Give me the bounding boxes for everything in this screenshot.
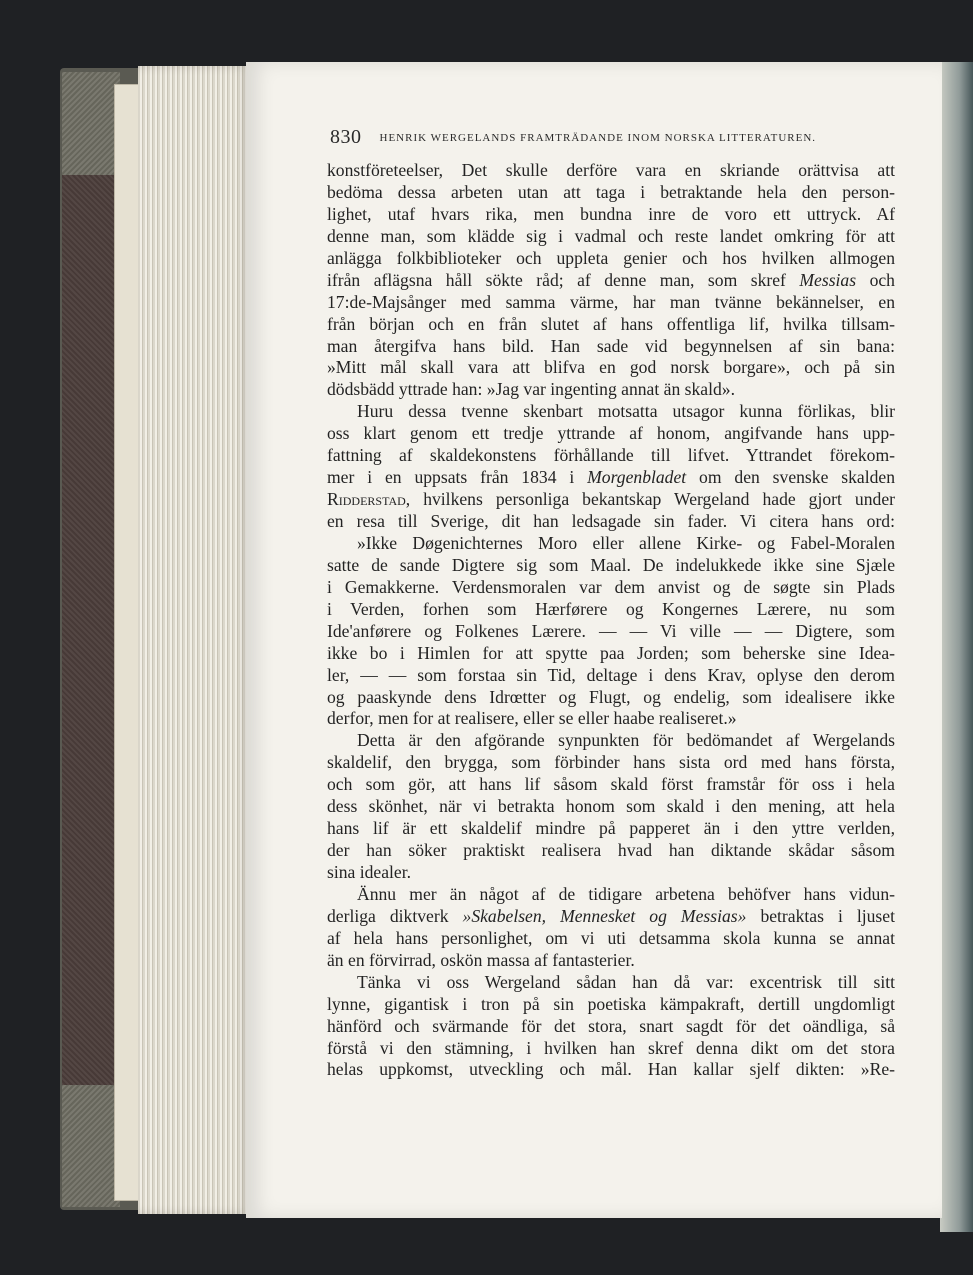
text-fragment: derliga diktverk [327, 905, 449, 926]
text-fragment: om den svenske skalden [699, 467, 895, 488]
quote-line: satte de sande Digtere sig som Maal. De indelukkede ikke sine Sjæle [327, 554, 895, 575]
text-line: denne man, som klädde sig i vadmal och reste landet omkring för att [327, 225, 895, 246]
text-fragment: betraktas i ljuset [760, 905, 895, 926]
page-edges [138, 66, 250, 1214]
text-line: fattning af skaldekonstens förhållande till lifvet. Yttrandet förekom- [327, 445, 895, 466]
text-line: hänförd och svärmande för det stora, snart sagdt för det oändliga, så [327, 1015, 895, 1036]
body-text [327, 160, 895, 1081]
text-line: från början och en från slutet af hans offentliga lif, hvilka tillsam- [327, 313, 895, 334]
text-fragment: och [869, 269, 895, 290]
small-caps-name: Ridderstad, [327, 489, 411, 510]
italic-title: Messias [799, 269, 857, 290]
text-line: bedöma dessa arbeten utan att taga i betraktande hela den person- [327, 181, 895, 202]
text-line: Tänka vi oss Wergeland sådan han då var: excentrisk till sitt [357, 971, 895, 992]
quote-line: i Gemakkerne. Verdensmoralen var dem anvist og de søgte sin Plads [327, 576, 895, 597]
text-line: förstå vi den stämning, i hvilken han skref denna dikt om det stora [327, 1037, 895, 1058]
cover-corner-bottom [62, 1085, 120, 1207]
cover-leather [62, 175, 120, 1085]
text-line: Detta är den afgörande synpunkten för bedömandet af Wergelands [357, 730, 895, 751]
quote-line: og paaskynde dens Idrœtter og Flugt, og endelig, som idealisere ikke [327, 686, 895, 707]
italic-title: »Skabelsen, Mennesket og Messias» [462, 905, 747, 926]
running-head [330, 126, 890, 148]
text-line: helas uppkomst, utveckling och mål. Han kallar sjelf dikten: »Re- [327, 1059, 895, 1080]
quote-line: Ide'anførere og Folkenes Lærere. — — Vi ville — — Digtere, som [327, 620, 895, 641]
next-page-edge [940, 62, 973, 1232]
text-fragment: ifrån aflägsna håll sökte råd; af denne man, som skref [327, 269, 786, 290]
text-line: man återgifva hans bild. Han sade vid begynnelsen af sin bana: [327, 335, 895, 356]
text-line: der han söker praktiskt realisera hvad han diktande skådar såsom [327, 840, 895, 861]
text-line-skabelsen [327, 906, 895, 928]
italic-title: Morgenbladet [587, 467, 687, 488]
text-line: konstföreteelser, Det skulle derföre vara en skriande orättvisa att [327, 160, 895, 180]
text-line: hans lif är ett skaldelif mindre på papperet än i den yttre verlden, [327, 818, 895, 839]
quote-line: i Verden, forhen som Hærførere og Kongernes Lærere, nu som [327, 598, 895, 619]
cover-corner-top [62, 72, 120, 177]
text-line: dödsbädd yttrade han: »Jag var ingenting annat än skald». [327, 379, 735, 400]
text-line: sina idealer. [327, 862, 412, 882]
quote-line: derfor, men for at realisere, eller se eller haabe realiseret.» [327, 708, 737, 729]
text-line: oss klart genom ett tredje yttrande af honom, angifvande hans upp- [327, 423, 895, 444]
text-line: än en förvirrad, oskön massa af fantasterier. [327, 949, 635, 970]
text-line: af hela hans personlighet, om vi uti detsamma skola kunna se annat [327, 927, 895, 948]
text-line: och som gör, att hans lif såsom skald först framstår för oss i hela [327, 774, 895, 795]
quote-line: »Ikke Døgenichternes Moro eller allene Kirke- og Fabel-Moralen [357, 532, 895, 553]
text-line: »Mitt mål skall vara att blifva en god norsk borgare», och på sin [327, 357, 895, 378]
text-line: 17:de-Majsånger med samma värme, har man tvänne bekännelser, en [327, 291, 895, 312]
running-head-title: HENRIK WERGELANDS FRAMTRÄDANDE INOM NORSKA LITTERATUREN. [379, 132, 817, 144]
text-line: dess skönhet, när vi betrakta honom som skald i den mening, att hela [327, 796, 895, 817]
text-line: lighet, utaf hvars rika, men bundna inre de voro ett uttryck. Af [327, 203, 895, 224]
text-line: Ännu mer än något af de tidigare arbetena behöfver hans vidun- [357, 883, 895, 904]
text-line: Huru dessa tvenne skenbart motsatta utsagor kunna förlikas, blir [357, 401, 895, 422]
text-line: anlägga folkbiblioteker och uppleta genier och hos hvilken allmogen [327, 247, 895, 268]
text-fragment: mer i en uppsats från 1834 i [327, 467, 575, 488]
text-line-messias [327, 270, 895, 292]
text-fragment: hvilkens personliga bekantskap Wergeland hade gjort under [423, 489, 895, 510]
text-line: lynne, gigantisk i tron på sin poetiska kämpakraft, dertill ungdomligt [327, 993, 895, 1014]
text-line-ridderstad [327, 489, 895, 511]
quote-line: ler, — — som forstaa sin Tid, deltage i dens Krav, oplyse den derom [327, 664, 895, 685]
text-line: en resa till Sverige, dit han ledsagade sin fader. Vi citera hans ord: [327, 511, 895, 531]
quote-line: ikke bo i Himlen for att spytte paa Jorden; som beherske sine Idea- [327, 642, 895, 663]
page-number: 830 [330, 126, 362, 148]
text-line-morgenbladet [327, 467, 895, 489]
text-line: skaldelif, den brygga, som förbinder hans sista ord med hans första, [327, 752, 895, 773]
